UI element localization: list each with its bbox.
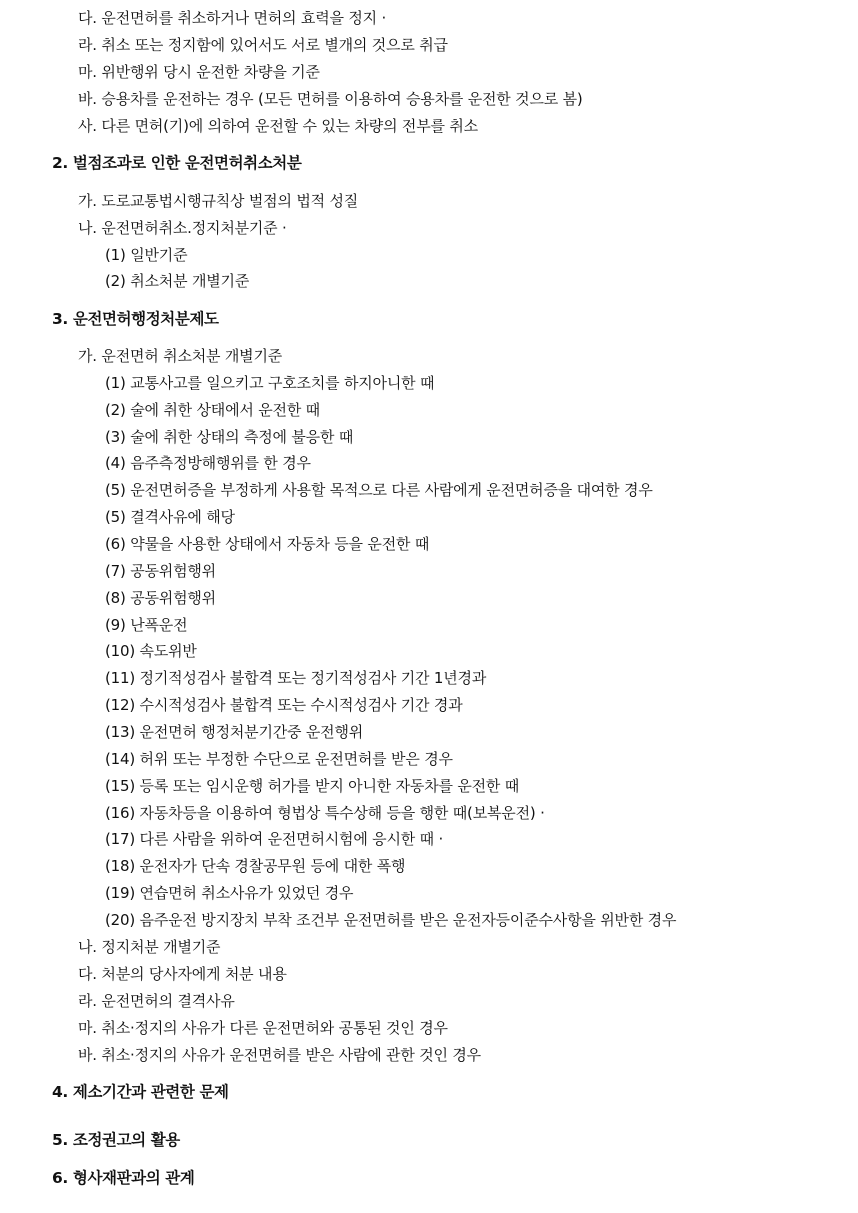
list-item: (4) 음주측정방해행위를 한 경우 [105, 454, 311, 472]
list-item: (2) 취소처분 개별기준 [105, 272, 250, 290]
list-item: (18) 운전자가 단속 경찰공무원 등에 대한 폭행 [105, 857, 406, 875]
list-item: 나. 정지처분 개별기준 [78, 938, 221, 956]
list-item: (5) 결격사유에 해당 [105, 508, 235, 526]
list-item: (5) 운전면허증을 부정하게 사용할 목적으로 다른 사람에게 운전면허증을 대여한 경우 [105, 481, 653, 499]
list-item: (11) 정기적성검사 불합격 또는 정기적성검사 기간 1년경과 [105, 669, 487, 687]
list-item: 가. 도로교통법시행규칙상 벌점의 법적 성질 [78, 192, 359, 210]
list-item: 바. 승용차를 운전하는 경우 (모든 면허를 이용하여 승용차를 운전한 것으로 봄) [78, 90, 583, 108]
list-item: (9) 난폭운전 [105, 616, 188, 634]
list-item: 바. 취소·정지의 사유가 운전면허를 받은 사람에 관한 것인 경우 [78, 1046, 481, 1064]
list-item: 다. 운전면허를 취소하거나 면허의 효력을 정지 · [78, 9, 387, 27]
list-item: 가. 운전면허 취소처분 개별기준 [78, 347, 283, 365]
list-item: (2) 술에 취한 상태에서 운전한 때 [105, 401, 320, 419]
section-heading: 3. 운전면허행정처분제도 [52, 310, 219, 328]
section-heading: 4. 제소기간과 관련한 문제 [52, 1083, 229, 1101]
section-heading: 5. 조정권고의 활용 [52, 1131, 180, 1149]
list-item: (13) 운전면허 행정처분기간중 운전행위 [105, 723, 364, 741]
list-item: 나. 운전면허취소.정지처분기준 · [78, 219, 287, 237]
list-item: (15) 등록 또는 임시운행 허가를 받지 아니한 자동차를 운전한 때 [105, 777, 520, 795]
list-item: 라. 취소 또는 정지함에 있어서도 서로 별개의 것으로 취급 [78, 36, 448, 54]
list-item: (1) 교통사고를 일으키고 구호조치를 하지아니한 때 [105, 374, 435, 392]
list-item: 마. 위반행위 당시 운전한 차량을 기준 [78, 63, 320, 81]
list-item: (12) 수시적성검사 불합격 또는 수시적성검사 기간 경과 [105, 696, 463, 714]
list-item: 사. 다른 면허(기)에 의하여 운전할 수 있는 차량의 전부를 취소 [78, 117, 478, 135]
list-item: (1) 일반기준 [105, 246, 188, 264]
list-item: (7) 공동위험행위 [105, 562, 216, 580]
list-item: (17) 다른 사람을 위하여 운전면허시험에 응시한 때 · [105, 830, 444, 848]
list-item: 라. 운전면허의 결격사유 [78, 992, 235, 1010]
list-item: (16) 자동차등을 이용하여 형법상 특수상해 등을 행한 때(보복운전) · [105, 804, 545, 822]
list-item: (14) 허위 또는 부정한 수단으로 운전면허를 받은 경우 [105, 750, 453, 768]
list-item: (3) 술에 취한 상태의 측정에 불응한 때 [105, 428, 354, 446]
list-item: (8) 공동위험행위 [105, 589, 216, 607]
list-item: 다. 처분의 당사자에게 처분 내용 [78, 965, 287, 983]
list-item: (10) 속도위반 [105, 642, 197, 660]
list-item: (20) 음주운전 방지장치 부착 조건부 운전면허를 받은 운전자등이준수사항을 위반한 경우 [105, 911, 677, 929]
section-heading: 6. 형사재판과의 관계 [52, 1169, 195, 1187]
section-heading: 2. 벌점조과로 인한 운전면허취소처분 [52, 154, 302, 172]
list-item: (19) 연습면허 취소사유가 있었던 경우 [105, 884, 354, 902]
list-item: 마. 취소·정지의 사유가 다른 운전면허와 공통된 것인 경우 [78, 1019, 448, 1037]
list-item: (6) 약물을 사용한 상태에서 자동차 등을 운전한 때 [105, 535, 430, 553]
